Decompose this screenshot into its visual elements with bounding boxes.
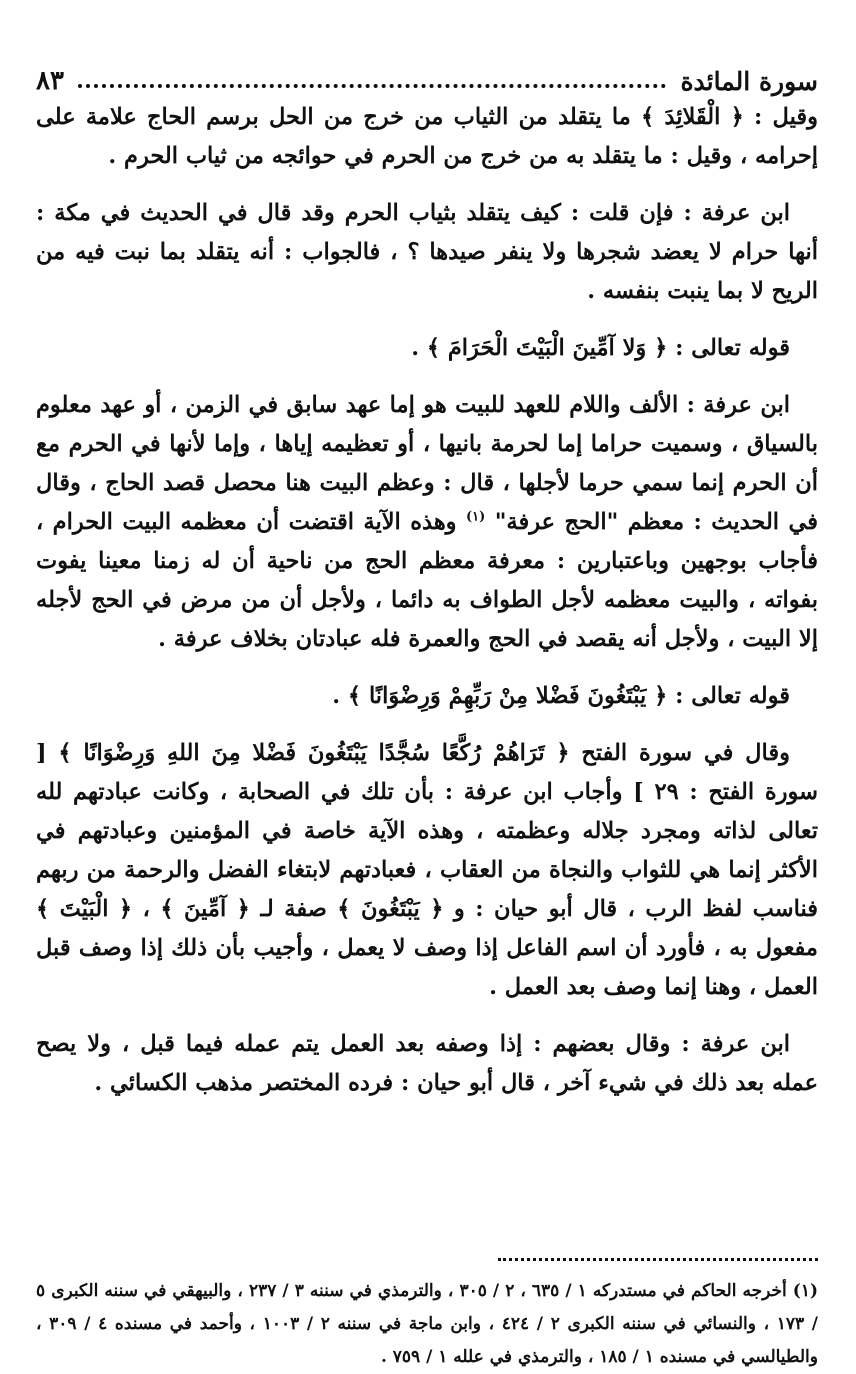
paragraph-4 [36,386,818,659]
surah-title: سورة المائدة [680,67,818,96]
paragraph-1: وقيل : ﴿ الْقَلائِدَ ﴾ ما يتقلد من الثياب من خرج من الحل برسم الحاج علامة على إحرامه ، وقيل : ما يتقلد به من خرج من الحرم في حوائجه من ثياب الحرم . [36,104,818,169]
paragraph-7: ابن عرفة : وقال بعضهم : إذا وصفه بعد العمل يتم عمله فيما قبل ، ولا يصح عمله بعد ذلك في شيء آخر ، قال أبو حيان : فرده المختصر مذهب الكسائي . [36,1031,818,1096]
paragraph-5: قوله تعالى : ﴿ يَبْتَغُونَ فَضْلا مِنْ رَبِّهِمْ وَرِضْوَانًا ﴾ . [332,683,790,709]
footnote-separator [498,1258,818,1261]
paragraph-3: قوله تعالى : ﴿ وَلا آمِّينَ الْبَيْتَ الْحَرَامَ ﴾ . [411,335,790,361]
paragraph-6: وقال في سورة الفتح ﴿ تَرَاهُمْ رُكَّعًا سُجَّدًا يَبْتَغُونَ فَضْلا مِنَ اللهِ وَرِضْوَانًا ﴾ [ سورة الفتح : ٢٩ ] وأجاب ابن عرفة : بأن تلك في الصحابة ، وكانت عبادتهم لله تعالى لذاته ومجرد جلاله وعظمته ، وهذه الآية خاصة في المؤمنين وعبادتهم في الأكثر إنما هي للثواب والنجاة من العقاب ، فعبادتهم لابتغاء الفضل والرحمة من ربهم فناسب لفظ الرب ، قال أبو حيان : و ﴿ يَبْتَغُونَ ﴾ صفة لـ ﴿ آمِّينَ ﴾ ، ﴿ الْبَيْتَ ﴾ مفعول به ، فأورد أن اسم الفاعل إذا وصف لا يعمل ، وأجيب بأن ذلك إذا وصف قبل العمل ، وهنا إنما وصف بعد العمل . [36,740,818,1000]
paragraph-2: ابن عرفة : فإن قلت : كيف يتقلد بثياب الحرم وقد قال في الحديث في مكة : أنها حرام لا يعضد شجرها ولا ينفر صيدها ؟ ، فالجواب : أنه يتقلد بما نبت فيه من الريح لا بما ينبت بنفسه . [36,200,818,304]
footnote-text: (١) أخرجه الحاكم في مستدركه ١ / ٦٣٥ ، ٢ / ٣٠٥ ، والترمذي في سننه ٣ / ٢٣٧ ، والبيهقي في سننه الكبرى ٥ / ١٧٣ ، والنسائي في سننه الكبرى ٢ / ٤٢٤ ، وابن ماجة في سننه ٢ / ١٠٠٣ ، وأحمد في مسنده ٤ / ٣٠٩ ، والطيالسي في مسنده ١ / ١٨٥ ، والترمذي في علله ١ / ٧٥٩ . [36,1281,819,1367]
footnote-reference: (١) [465,509,486,525]
header-dotted-rule [78,84,667,88]
paragraph-4-text: ابن عرفة : الألف واللام للعهد للبيت هو إما عهد سابق في الزمن ، أو عهد معلوم بالسياق ، وسميت حراما إما لحرمة بانيها ، أو تعظيمه إياها ، وإما لأنها في الحرم مع أن الحرم إنما سمي حرما لأجلها ، قال : وعظم البيت هنا محصل قصد الحاج ، وقال في الحديث : معظم "الحج عرفة" [36,392,818,535]
paragraph-4-continuation: وهذه الآية اقتضت أن معظمه البيت الحرام ، فأجاب بوجهين وباعتبارين : معرفة معظم الحج من ناحية أن له زمنا معينا يفوت بفواته ، والبيت معظمه لأجل الطواف به دائما ، ولأجل أن من مرض في الحج لأجله إلا البيت ، ولأجل أنه يقصد في الحج والعمرة فله عبادتان بخلاف عرفة . [36,509,818,652]
footnote-block [36,1275,818,1374]
page-number: ٨٣ [36,66,64,96]
main-text [36,98,818,1103]
running-header [36,60,818,96]
